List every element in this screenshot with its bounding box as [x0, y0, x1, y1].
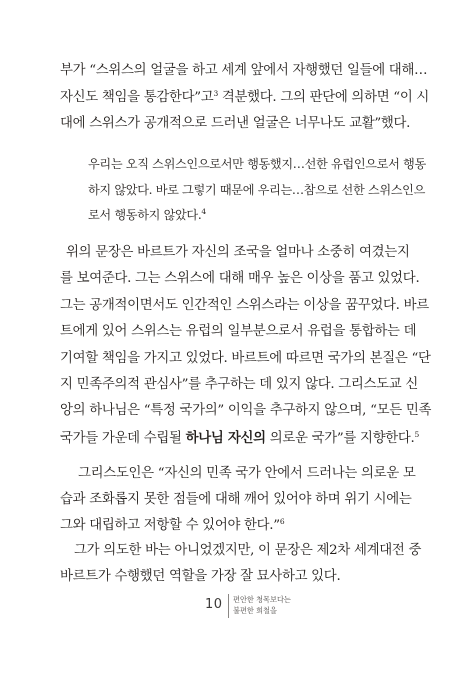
footnote-marker[interactable]: 3 — [213, 89, 218, 98]
body-text-line: 지 민족주의적 관심사”를 추구하는 데 있지 않다. 그리스도교 신 — [60, 377, 419, 392]
body-text-line: 트에게 있어 스위스는 유럽의 일부분으로서 유럽을 통합하는 데 — [60, 324, 417, 339]
body-text-line: 자신도 책임을 통감한다”고$^3$ 격분했다. 그의 판단에 의하면 “이 시 — [60, 89, 430, 105]
body-text-line: 국가들 가운데 수립될 하나님 자신의 의로운 국가”를 지향한다.$^5$ — [60, 430, 419, 446]
body-text-line: 그는 공개적이면서도 인간적인 스위스라는 이상을 꿈꾸었다. 바르 — [60, 298, 429, 313]
body-text-line: 기여할 책임을 가지고 있었다. 바르트에 따르면 국가의 본질은 “단 — [60, 351, 431, 366]
running-title-line-1: 편안한 청목보다는 — [233, 595, 291, 604]
body-text-line: 습과 조화롭지 못한 점들에 대해 깨어 있어야 하며 위기 시에는 — [60, 492, 412, 507]
body-text-line: 바르트가 수행했던 역할을 가장 잘 묘사하고 있다. — [60, 569, 341, 584]
footer-divider — [228, 594, 229, 618]
body-text-line: 를 보여준다. 그는 스위스에 대해 매우 높은 이상을 품고 있었다. — [60, 271, 420, 286]
body-text-line: 그와 대립하고 저항할 수 있어야 한다.”$^6$ — [60, 517, 285, 533]
body-text-line: 위의 문장은 바르트가 자신의 조국을 얼마나 소중히 여겼는지 — [66, 245, 410, 260]
body-text-line: 부가 “스위스의 얼굴을 하고 세계 앞에서 자행했던 일들에 대해… — [60, 63, 428, 78]
page-number: 10 — [205, 597, 223, 612]
body-text-line: 그가 의도한 바는 아니었겠지만, 이 문장은 제2차 세계대전 중 — [74, 543, 422, 558]
body-text-line: 앙의 하나님은 “특정 국가의” 이익을 추구하지 않으며, “모든 민족 — [60, 403, 432, 418]
block-quote-line: 하지 않았다. 바로 그렇기 때문에 우리는…참으로 선한 스위스인으 — [88, 183, 426, 197]
footnote-marker[interactable]: 4 — [201, 207, 206, 216]
emphasis-text: 하나님 자신의 — [185, 430, 266, 446]
running-title-line-2: 불편한 희철을 — [233, 606, 277, 615]
block-quote-line: 로서 행동하지 않았다.$^4$ — [88, 207, 206, 222]
footnote-marker[interactable]: 6 — [279, 517, 285, 526]
body-text-line: 대에 스위스가 공개적으로 드러낸 얼굴은 너무나도 교활”했다. — [60, 116, 411, 131]
body-text-line: 그리스도인은 “자신의 민족 국가 안에서 드러나는 의로운 모 — [78, 466, 416, 481]
block-quote-line: 우리는 오직 스위스인으로서만 행동했지…선한 유럽인으로서 행동 — [88, 157, 426, 171]
footnote-marker[interactable]: 5 — [414, 430, 419, 439]
